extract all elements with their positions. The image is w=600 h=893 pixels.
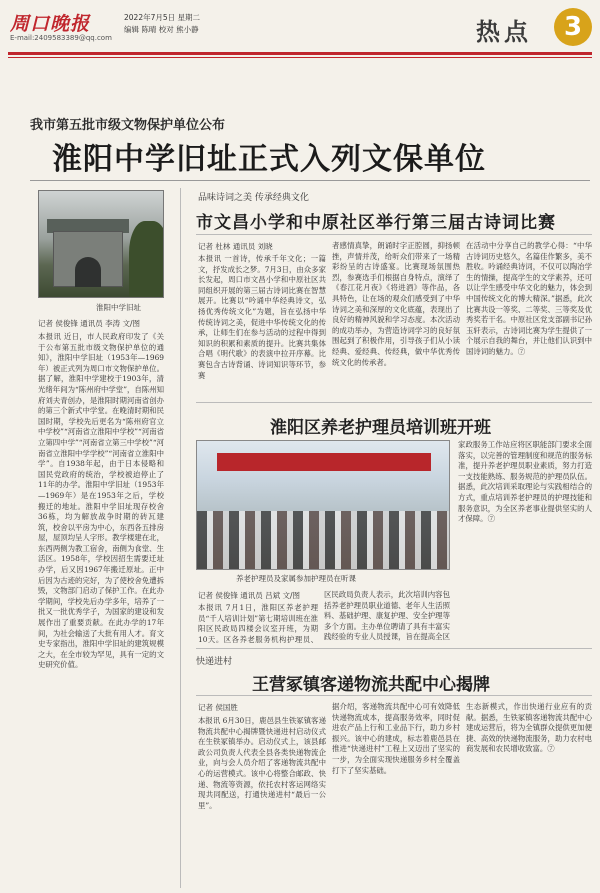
email-address: E-mail:2409583389@qq.com <box>10 34 112 42</box>
poetry-body-col2: 者感情真挚，朗诵时字正腔圆，抑扬顿挫，声情并茂，给听众们带来了一场精彩纷呈的古诗盛宴。比赛现场氛围热烈，参赛选手们根据自身特点，演绎了《春江花月夜》《将进酒》等作品，各具特色，让在场的观众们感受到了中华诗词之美和深厚的文化底蕴，表现出了良好的精神风貌和学习态度。本次活动的成功举办，为营造诗词学习的良好氛围起到了积极作用，引导孩子们从小读经典、爱经典、传经典，做中华优秀传统文化的传承者。 <box>332 241 460 367</box>
red-banner-shape <box>217 453 431 471</box>
editor-credits: 编辑 陈晴 校对 熊小静 <box>124 25 199 34</box>
poetry-body-col1: 本报讯 一首诗，传承千年文化；一篇文，抒发成长之梦。7月3日，由众多家长发起，周口市文昌小学和中原社区共同组织开展的第三届古诗词比赛在智慧展开。比赛以“吟诵中华经典诗文，弘扬优秀传统文化”为题，旨在弘扬中华传统诗词之美，促进中华传统文化的传承，让师生们在参与活动的过程中得到知识的积累和素质的提升。比赛共集体合唱《明代歌》的表演中拉开序幕。比赛包含古诗背诵、诗词知识等环节，参赛 <box>198 254 326 380</box>
express-headline: 王营冢镇客递物流共配中心揭牌 <box>252 675 490 695</box>
express-body-col1: 本报讯 6月30日，鹿邑县生铁冢镇客递物流共配中心揭牌暨快递进村启动仪式在生铁冢镇举办。启动仪式上，该县邮政公司负责人代表全县各类快递物流企业，向与会人员介绍了客递物流共配中心的运营模式。该中心将整合邮政、快递、物流等资源，依托农村客运网络实现共同配送，打通快递进村“最后一公里”。 <box>198 716 326 810</box>
poetry-body-col3: 在活动中分享自己的教学心得：“中华古诗词历史悠久，名篇佳作繁多，美不胜收。吟诵经典诗词，不仅可以陶冶学生的情操，提高学生的文学素养，还可以让学生感受中华文化的魅力，体会到中国传统文化的博大精深。”据悉，此次比赛共设一等奖、二等奖、三等奖及优秀奖若干名。中原社区党支部副书记孙玉轩表示，古诗词比赛为学生提供了一个展示自我的舞台，并让他们认识到中国诗词的魅力。⑦ <box>466 241 592 356</box>
section-divider <box>196 402 592 403</box>
express-kicker: 快递进村 <box>196 657 233 667</box>
care-body-col3: 家政服务工作站应将区职能部门要求全面落实，以完善的管理制度和规范的服务标准，提升养老护理员职业素质，努力打造一支技能熟练、服务规范的护理员队伍。据悉，此次培训采取理论与实践相结合的方式，重点培训养老护理员的护理技能和服务意识，为全区养老事业提供坚实的人才保障。⑦ <box>458 440 592 524</box>
poetry-kicker: 品味诗词之美 传承经典文化 <box>198 193 309 203</box>
school-building-photo <box>38 190 164 298</box>
tree-shape <box>129 221 164 298</box>
care-byline: 记者 侯俊锋 通讯员 吕斌 文/图 <box>198 591 301 600</box>
care-body-col1: 本报讯 7月1日，淮阳区养老护理员“千人培训计划”第七期培训班在淮阳区民政局四楼会议室开班，为期10天。区各养老服务机构护理员、 <box>198 603 318 643</box>
section-divider <box>196 648 592 649</box>
poetry-headline: 市文昌小学和中原社区举行第三届古诗词比赛 <box>196 213 556 233</box>
poetry-byline: 记者 杜林 通讯员 刘晓 <box>198 242 273 251</box>
poetry-divider <box>196 234 592 235</box>
column-divider <box>180 188 181 888</box>
lead-body: 本报讯 近日，市人民政府印发了《关于公布第五批市级文物保护单位的通知》，淮阳中学旧址（1953年—1969年）被正式列为周口市文物保护单位。据了解，淮阳中学建校于1903年，清光绪年间为“陈州府中学堂”，自陈州知府刘夫青创办，是淮阳时期河南省创办的第三个新式中学堂。在晚清时期和民国时期，学校先后更名为“陈州府官立中学校”“河南省立淮阳中学校”“河南省立第四中学”“河南省立第三中学校”“河南省立淮阳中学学校”“河南省立淮阳中学”。自1938年起，由于日本侵略和国民党政府的统治，学校被迫停止了11年的办学。淮阳中学旧址（1953年—1969年）是在1953年之后，学校搬迁的地址。淮阳中学旧址现存校舍36栋，均为解放战争时期的砖瓦建筑，校舍以平房为中心，东西各五排房屋，屋顶均呈人字形。教学楼建在北，东西两侧为教工宿舍，南侧为食堂、生活区。1958年，学校因招生需要迁址办学，后又因1967年搬迁原址。正中后因为古迹的完好，为了使校舍免遭拆毁，文物部门启动了保护工作。在此办学期间，学校先后办学多年，培养了一批又一批优秀学子，为国家的建设和发展作出了重要贡献。在此办学的17年间，为社会输送了大批有用人才。育文史专家指出，淮阳中学旧址的建筑规模之大，在全市较为罕见，具有一定的文史研究价值。 <box>38 332 164 670</box>
issue-date: 2022年7月5日 星期二 <box>124 13 201 22</box>
lead-kicker: 我市第五批市级文物保护单位公布 <box>30 118 226 133</box>
care-headline: 淮阳区养老护理员培训班开班 <box>270 418 491 438</box>
lead-divider <box>30 180 590 181</box>
lead-headline: 淮阳中学旧址正式入列文保单位 <box>52 142 486 177</box>
masthead-rule <box>8 52 592 55</box>
audience-shape <box>197 511 450 570</box>
arch-doorway-shape <box>75 257 101 287</box>
masthead <box>0 0 600 80</box>
page-number-badge: 3 <box>554 8 592 46</box>
newspaper-logo: 周口晚报 <box>10 13 91 35</box>
express-divider <box>196 695 592 696</box>
training-class-photo <box>196 440 450 570</box>
lead-photo-caption: 淮阳中学旧址 <box>96 303 141 312</box>
express-byline: 记者 侯国胜 <box>198 703 238 712</box>
lead-byline: 记者 侯俊锋 通讯员 李涛 文/图 <box>38 319 141 328</box>
care-body-col2: 区民政局负责人表示，此次培训内容包括养老护理员职业道德、老年人生活照料、基础护理、康复护理、安全护理等多个方面。主办单位聘请了具有丰富实践经验的专业人员授课，旨在提高全区 <box>324 590 450 642</box>
express-body-col3: 生态新模式，作出快递行业应有的贡献。据悉，生铁冢镇客递物流共配中心建成运营后，将为全镇群众提供更加便捷、高效的快递物流服务，助力农村电商发展和农民增收致富。⑦ <box>466 702 592 754</box>
masthead-rule-thin <box>8 57 592 58</box>
care-photo-caption: 养老护理员及家属参加护理员在听课 <box>236 574 356 583</box>
section-title: 热点 <box>476 17 532 46</box>
express-body-col2: 据介绍，客递物流共配中心可有效降低快递物流成本，提高服务效率，同时促进农产品上行和工业品下行，助力乡村振兴。该中心的建成，标志着鹿邑县在推进“快递进村”工程上又迈出了坚实的一步，为全面实现快递服务乡村全覆盖打下了坚实基础。 <box>332 702 460 775</box>
